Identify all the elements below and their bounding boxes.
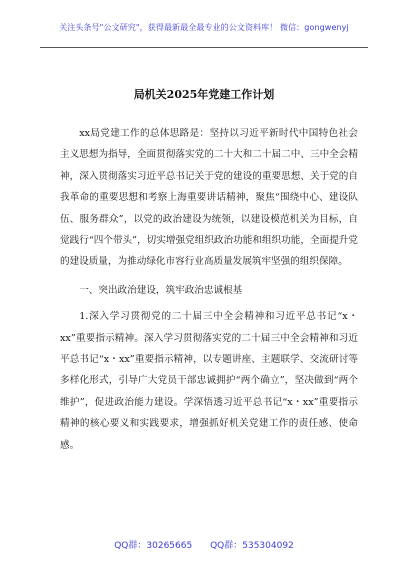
promo-header: 关注头条号"公文研究"，获得最新最全最专业的公文资料库！ 微信：gongwenyj [59,23,349,32]
document-title: 局机关2025年党建工作计划 [133,88,275,101]
section-heading: 一、突出政治建设，筑牢政治忠诚根基 [79,284,243,296]
header-divider [40,47,368,48]
document-body [60,123,358,456]
item-paragraph: 1.深入学习贯彻党的二十届三中全会精神和习近平总书记“x・xx”重要指示精神。深入学习贯彻落实党的二十届三中全会精神和习近平总书记“x・xx”重要指示精神，以专题讲座、主题联学、交流研讨等多样化形式，引导广大党员干部忠诚拥护“两个确立”，坚决做到“两个维护”，促进政治能力建设。学深悟透习近平总书记“x・xx”重要指示精神的核心要义和实践要求，增强抓好机关党建工作的责任感、使命感。 [60,311,358,451]
qq-group-2: QQ群：535304092 [210,541,294,551]
intro-paragraph: xx局党建工作的总体思路是：坚持以习近平新时代中国特色社会主义思想为指导，全面贯彻落实党的二十大和二十届二中、三中全会精神，深入贯彻落实习近平总书记关于党的建设的重要思想、关于党的自我革命的重要思想和考察上海重要讲话精神，聚焦“围绕中心、建设队伍、服务群众”，以党的政治建设为统领，以建设模范机关为目标，自觉践行“四个带头”，切实增强党组织政治功能和组织功能，全面提升党的建设质量，为推动绿化市容行业高质量发展筑牢坚强的组织保障。 [60,128,358,268]
footer [0,538,408,551]
qq-group-1: QQ群：30265665 [114,541,193,551]
